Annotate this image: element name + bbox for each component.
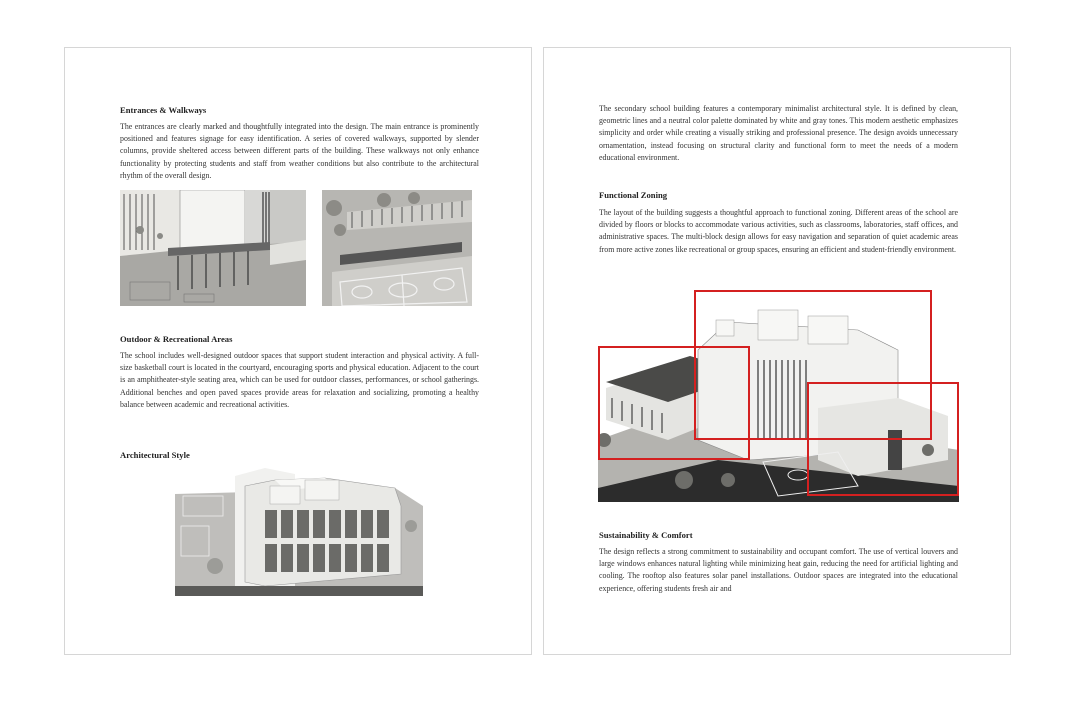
heading-entrances: Entrances & Walkways: [120, 105, 207, 115]
entrance-render-image: [120, 190, 306, 306]
heading-sustainability: Sustainability & Comfort: [599, 530, 693, 540]
architectural-style-render-image: [175, 466, 423, 596]
heading-architectural-style: Architectural Style: [120, 450, 190, 460]
document-page-right: [543, 47, 1011, 655]
paragraph-entrances: The entrances are clearly marked and thoughtfully integrated into the design. The main entrance is prominently positioned and features signage for easy identification. A series of covered walkways, supported by slender columns, provide sheltered access between different parts of the building. These walkways not only enhance functionality by protecting students and staff from weather conditions but also contribute to the architectural rhythm of the overall design.: [120, 122, 479, 180]
heading-functional-zoning: Functional Zoning: [599, 190, 668, 200]
court-render-image: [322, 190, 472, 306]
heading-outdoor: Outdoor & Recreational Areas: [120, 334, 233, 344]
paragraph-zoning: The layout of the building suggests a thoughtful approach to functional zoning. Different areas of the school are divided by floors or blocks to accommodate various activities, such as classrooms, laboratories, staff offices, and administrative spaces. The multi-block design allows for easy navigation and separation of quiet academic areas from more active zones like recreational or group spaces, ensuring an efficient and student-friendly environment.: [599, 208, 958, 254]
paragraph-outdoor: The school includes well-designed outdoor spaces that support student interaction and physical activity. A full-size basketball court is located in the courtyard, encouraging sports and physical education. Adjacent to the court is an amphitheater-style seating area, which can be used for outdoor classes, performances, or school gatherings. Additional benches and open paved spaces provide areas for relaxation and socializing, promoting a healthy balance between academic and recreational activities.: [120, 351, 479, 409]
zone-highlight-left: [598, 346, 750, 460]
zone-highlight-right: [807, 382, 959, 496]
document-page-left: [64, 47, 532, 655]
paragraph-intro: The secondary school building features a contemporary minimalist architectural style. It is defined by clean, geometric lines and a neutral color palette dominated by white and gray tones. This modern aesthetic emphasizes simplicity and order while creating a visually striking and professional presence. The design avoids unnecessary ornamentation, instead focusing on structural clarity and functional form to meet the needs of a modern educational environment.: [599, 104, 958, 162]
functional-zoning-diagram: [598, 290, 959, 502]
paragraph-sustainability: The design reflects a strong commitment to sustainability and occupant comfort. The use of vertical louvers and large windows enhances natural lighting while minimizing heat gain, reducing the need for artificial lighting and cooling. The rooftop also features solar panel installations. Outdoor spaces are integrated into the educational experience, offering students fresh air and: [599, 547, 958, 593]
